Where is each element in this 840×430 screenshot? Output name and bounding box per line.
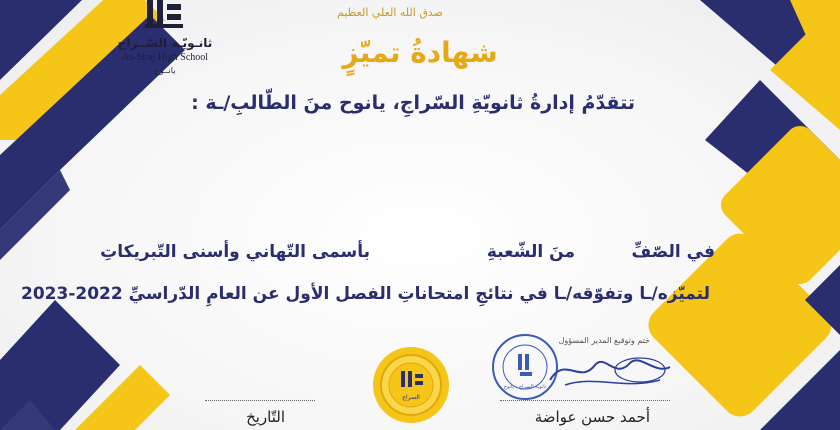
certificate-intro: تتقدّمُ إدارةُ ثانويّةِ السّراجِ، يانوح منَ الطّالبِ/ـة : [191, 92, 635, 114]
quote-ending: صدق الله العلي العظيم [337, 6, 443, 19]
principal-name: أحمد حسن عواضة [534, 408, 650, 426]
school-name-ar: ثانـويّـة السّــراج [117, 36, 213, 50]
gold-seal-icon [371, 345, 451, 425]
signature-caption: ختم وتوقيع المدير المسؤول [558, 336, 650, 345]
handwritten-signature [545, 345, 675, 395]
seal-text: السراج [402, 394, 420, 401]
stamp-text: ثانوية السراج - يانوح [503, 384, 547, 390]
date-label: التّاريخ [246, 408, 285, 426]
certificate-title: شهادةُ تميّزٍ [342, 36, 498, 69]
achievement-text: لتميّزه/ـا وتفوّقه/ـا في نتائجِ امتحاناتِ الفصل الأول عن العامِ الدّراسيِّ 2022-2023 [20, 284, 710, 304]
grade-label: في الصّفِّ [631, 242, 715, 262]
school-emblem-icon [145, 0, 185, 30]
wishes-text: بأسمى التّهاني وأسنى التّبريكاتِ [100, 242, 370, 262]
date-line [205, 400, 315, 401]
section-label: منَ الشّعبةِ [486, 242, 575, 262]
school-logo [100, 0, 230, 86]
signature-line [500, 400, 670, 401]
school-city: يانــوح [154, 66, 176, 75]
school-name-en: As-Siraj High School [121, 52, 209, 63]
